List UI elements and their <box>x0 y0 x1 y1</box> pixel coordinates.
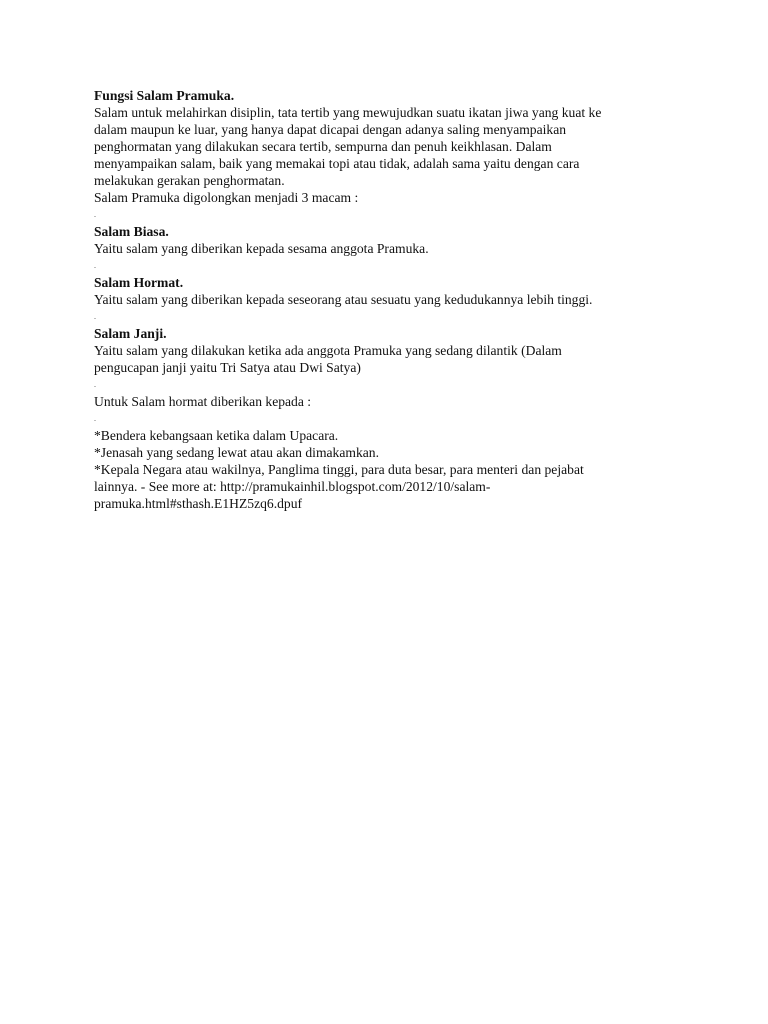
separator-dot: . <box>94 414 96 423</box>
intro-line: Salam untuk melahirkan disiplin, tata tertib yang mewujudkan suatu ikatan jiwa yang kuat ke <box>94 105 602 120</box>
separator-dot: . <box>94 380 96 389</box>
document-title: Fungsi Salam Pramuka. <box>94 88 235 103</box>
intro-line: dalam maupun ke luar, yang hanya dapat dicapai dengan adanya saling menyampaikan <box>94 122 567 137</box>
list-item: *Kepala Negara atau wakilnya, Panglima tinggi, para duta besar, para menteri dan pejabat <box>94 462 584 477</box>
section-heading-salam-hormat: Salam Hormat. <box>94 275 184 290</box>
document-page <box>94 87 694 512</box>
list-item: *Bendera kebangsaan ketika dalam Upacara. <box>94 428 339 443</box>
separator-dot: . <box>94 261 96 270</box>
section-heading-salam-biasa: Salam Biasa. <box>94 224 169 239</box>
list-item: *Jenasah yang sedang lewat atau akan dimakamkan. <box>94 445 379 460</box>
section-text: Yaitu salam yang diberikan kepada sesama anggota Pramuka. <box>94 241 429 256</box>
separator-dot: . <box>94 312 96 321</box>
list-item: pramuka.html#sthash.E1HZ5zq6.dpuf <box>94 496 303 511</box>
intro-line: melakukan gerakan penghormatan. <box>94 173 285 188</box>
section-heading-salam-janji: Salam Janji. <box>94 326 167 341</box>
section-text: Yaitu salam yang diberikan kepada seseorang atau sesuatu yang kedudukannya lebih tinggi. <box>94 292 593 307</box>
hormat-intro-text: Untuk Salam hormat diberikan kepada : <box>94 394 312 409</box>
section-text: Yaitu salam yang dilakukan ketika ada anggota Pramuka yang sedang dilantik (Dalam <box>94 343 562 358</box>
intro-line: penghormatan yang dilakukan secara tertib, sempurna dan penuh keikhlasan. Dalam <box>94 139 552 154</box>
classification-text: Salam Pramuka digolongkan menjadi 3 macam : <box>94 190 359 205</box>
separator-dot: . <box>94 210 96 219</box>
intro-line: menyampaikan salam, baik yang memakai topi atau tidak, adalah sama yaitu dengan cara <box>94 156 580 171</box>
list-item: lainnya. - See more at: http://pramukainhil.blogspot.com/2012/10/salam- <box>94 479 491 494</box>
section-text: pengucapan janji yaitu Tri Satya atau Dwi Satya) <box>94 360 361 375</box>
